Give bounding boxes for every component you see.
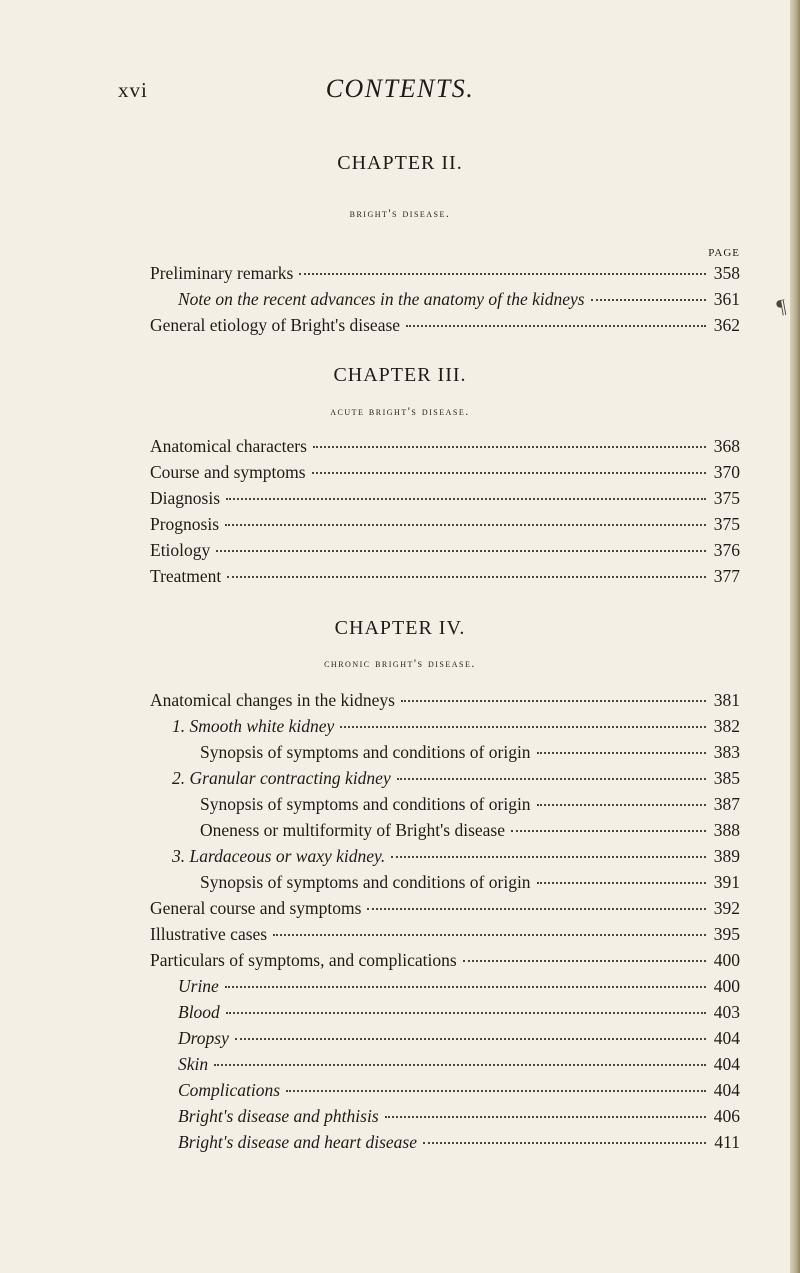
- toc-entry-page: 381: [713, 690, 740, 710]
- toc-entry[interactable]: [150, 950, 740, 972]
- toc-entry-title: Prognosis: [150, 514, 220, 534]
- toc-entry-title: Anatomical changes in the kidneys: [150, 690, 395, 710]
- dot-leader: [216, 550, 706, 552]
- dot-leader: [286, 1090, 706, 1092]
- dot-leader: [273, 934, 706, 936]
- dot-leader: [397, 778, 706, 780]
- chapter-heading: CHAPTER III.: [333, 364, 467, 386]
- dot-leader: [226, 498, 706, 500]
- dot-leader: [511, 830, 706, 832]
- toc-entry[interactable]: [200, 794, 740, 816]
- toc-entry-title: Urine: [178, 976, 219, 996]
- toc-entry-page: 404: [713, 1028, 740, 1048]
- toc-entry[interactable]: [172, 846, 740, 868]
- toc-entry[interactable]: [150, 263, 740, 285]
- toc-entry-page: 404: [713, 1080, 740, 1100]
- chapter-subtitle: chronic bright's disease.: [324, 656, 476, 670]
- toc-entry-page: 375: [713, 488, 740, 508]
- toc-entry-title: Oneness or multiformity of Bright's disease: [200, 820, 505, 840]
- running-head: [118, 74, 678, 108]
- toc-entry-title: Skin: [178, 1054, 209, 1074]
- toc-entry-title: 2. Granular contracting kidney: [172, 768, 391, 788]
- toc-entry-page: 404: [713, 1054, 740, 1074]
- marginal-mark: ¶: [775, 295, 788, 319]
- toc-entry[interactable]: [172, 716, 740, 738]
- toc-entry[interactable]: [150, 462, 740, 484]
- toc-entry-title: General course and symptoms: [150, 898, 362, 918]
- toc-entry-title: Dropsy: [178, 1028, 229, 1048]
- dot-leader: [537, 882, 706, 884]
- toc-entry[interactable]: [178, 1132, 740, 1154]
- toc-entry-title: Bright's disease and heart disease: [178, 1132, 418, 1152]
- toc-entry-page: 403: [713, 1002, 740, 1022]
- toc-entry[interactable]: [178, 1106, 740, 1128]
- toc-entry[interactable]: [178, 1054, 740, 1076]
- toc-entry-page: 358: [713, 263, 740, 283]
- toc-entry-title: Synopsis of symptoms and conditions of origin: [200, 742, 531, 762]
- toc-entry-title: Complications: [178, 1080, 281, 1100]
- dot-leader: [391, 856, 706, 858]
- toc-entry[interactable]: [150, 690, 740, 712]
- toc-entry-page: 387: [713, 794, 740, 814]
- toc-entry[interactable]: [178, 1002, 740, 1024]
- toc-entry-title: General etiology of Bright's disease: [150, 315, 401, 335]
- toc-entry[interactable]: [150, 898, 740, 920]
- toc-entry-title: Bright's disease and phthisis: [178, 1106, 379, 1126]
- dot-leader: [591, 299, 706, 301]
- dot-leader: [537, 804, 706, 806]
- toc-entry-page: 377: [713, 566, 740, 586]
- toc-entry-title: Etiology: [150, 540, 211, 560]
- toc-entry-page: 368: [713, 436, 740, 456]
- toc-entry-title: 3. Lardaceous or waxy kidney.: [172, 846, 386, 866]
- page-column-label: PAGE: [708, 247, 740, 259]
- toc-entry-page: 389: [713, 846, 740, 866]
- toc-entry[interactable]: [150, 488, 740, 510]
- toc-entry[interactable]: [200, 820, 740, 842]
- chapter-heading: CHAPTER II.: [337, 152, 463, 174]
- dot-leader: [313, 446, 706, 448]
- dot-leader: [226, 1012, 706, 1014]
- toc-entry-page: 382: [713, 716, 740, 736]
- dot-leader: [225, 986, 706, 988]
- toc-entry-page: 370: [713, 462, 740, 482]
- toc-entry[interactable]: [178, 289, 740, 311]
- toc-entry-page: 391: [713, 872, 740, 892]
- toc-entry-title: Treatment: [150, 566, 222, 586]
- toc-entry-page: 385: [713, 768, 740, 788]
- toc-entry[interactable]: [150, 315, 740, 337]
- running-title: CONTENTS.: [325, 74, 475, 103]
- toc-entry-page: 395: [713, 924, 740, 944]
- toc-entry-title: Course and symptoms: [150, 462, 306, 482]
- toc-entry[interactable]: [172, 768, 740, 790]
- toc-entry-page: 383: [713, 742, 740, 762]
- toc-entry-page: 362: [713, 315, 740, 335]
- page-folio: xvi: [118, 78, 148, 102]
- toc-entry[interactable]: [178, 1080, 740, 1102]
- toc-entry[interactable]: [150, 436, 740, 458]
- toc-entry-title: Synopsis of symptoms and conditions of origin: [200, 794, 531, 814]
- toc-entry-page: 376: [713, 540, 740, 560]
- chapter-subtitle: acute bright's disease.: [330, 404, 470, 418]
- chapter-heading: CHAPTER IV.: [334, 617, 466, 639]
- toc-entry[interactable]: [150, 924, 740, 946]
- toc-entry-title: Diagnosis: [150, 488, 220, 508]
- dot-leader: [214, 1064, 706, 1066]
- toc-entry[interactable]: [178, 976, 740, 998]
- dot-leader: [537, 752, 706, 754]
- dot-leader: [235, 1038, 706, 1040]
- toc-entry-page: 375: [713, 514, 740, 534]
- chapter-subtitle: bright's disease.: [349, 206, 451, 220]
- toc-entry[interactable]: [200, 742, 740, 764]
- toc-entry-page: 406: [713, 1106, 740, 1126]
- dot-leader: [401, 700, 706, 702]
- dot-leader: [463, 960, 706, 962]
- dot-leader: [340, 726, 706, 728]
- toc-entry-page: 361: [713, 289, 740, 309]
- dot-leader: [406, 325, 706, 327]
- dot-leader: [299, 273, 706, 275]
- toc-entry-page: 400: [713, 950, 740, 970]
- toc-entry-title: Synopsis of symptoms and conditions of origin: [200, 872, 531, 892]
- dot-leader: [423, 1142, 706, 1144]
- toc-entry-title: Preliminary remarks: [150, 263, 294, 283]
- toc-entry[interactable]: [150, 566, 740, 588]
- toc-entry-title: Blood: [178, 1002, 220, 1022]
- toc-entry-page: 392: [713, 898, 740, 918]
- toc-entry-title: 1. Smooth white kidney: [172, 716, 335, 736]
- dot-leader: [312, 472, 706, 474]
- toc-entry-title: Note on the recent advances in the anatomy of the kidneys: [178, 289, 585, 309]
- toc-entry-page: 411: [714, 1132, 740, 1152]
- toc-entry[interactable]: [150, 540, 740, 562]
- toc-entry-page: 400: [713, 976, 740, 996]
- toc-entry[interactable]: [178, 1028, 740, 1050]
- toc-entry-title: Anatomical characters: [150, 436, 307, 456]
- toc-entry-title: Particulars of symptoms, and complications: [150, 950, 457, 970]
- toc-entry-title: Illustrative cases: [150, 924, 268, 944]
- dot-leader: [385, 1116, 706, 1118]
- dot-leader: [227, 576, 706, 578]
- toc-entry[interactable]: [200, 872, 740, 894]
- toc-entry[interactable]: [150, 514, 740, 536]
- dot-leader: [225, 524, 706, 526]
- toc-entry-page: 388: [713, 820, 740, 840]
- dot-leader: [367, 908, 706, 910]
